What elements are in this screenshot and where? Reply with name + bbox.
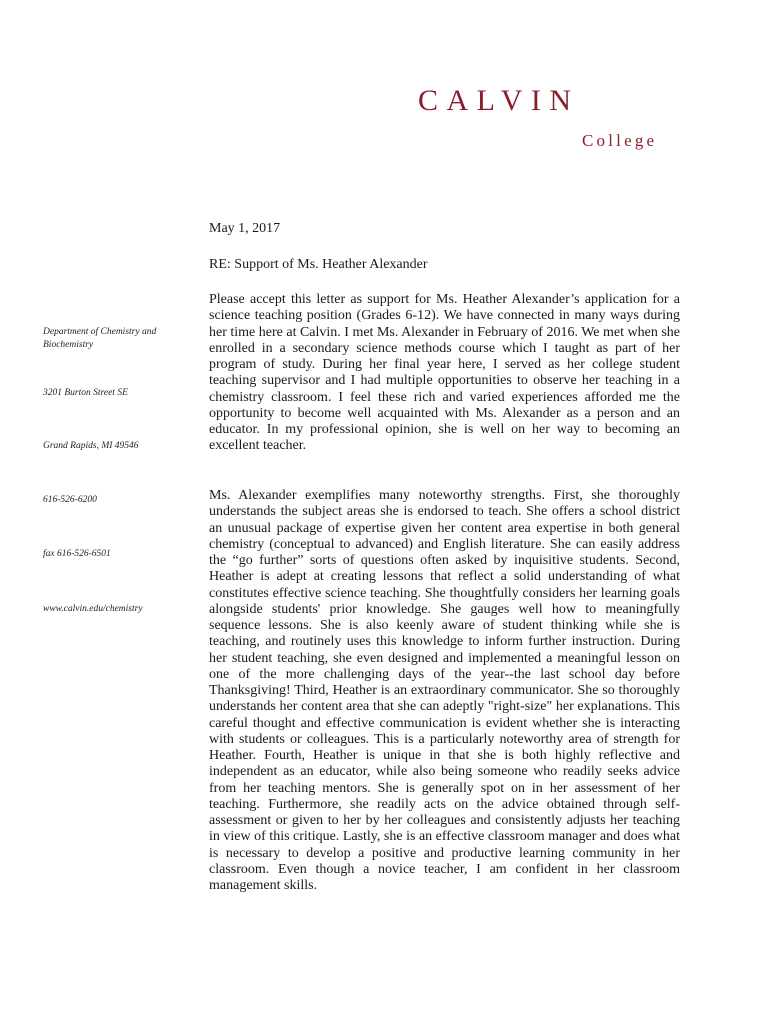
street-address: 3201 Burton Street SE [43,388,128,398]
website-link: www.calvin.edu/chemistry [43,604,143,614]
letter-subject: RE: Support of Ms. Heather Alexander [209,257,428,272]
logo-college: College [582,131,658,150]
letter-date: May 1, 2017 [209,221,281,236]
logo-calvin: CALVIN [418,84,580,117]
fax-number: fax 616-526-6501 [43,549,111,559]
city-address: Grand Rapids, MI 49546 [43,441,139,451]
letter-paragraph-2: Ms. Alexander exemplifies many noteworthy strengths. First, she thoroughly understands the subject areas she is endorsed to teach. She offers a school district an unusual package of expertise given her content area expertise in both general chemistry (conceptual to advanced) and English literature. She can easily address the “go further” sorts of questions often asked by inquisitive students. Second, Heather is adept at creating lessons that reflect a solid understanding of what constitutes effective science teaching. She thoughtfully considers her learning goals alongside students' prior knowledge. She gauges well how to meaningfully sequence lessons. She is also keenly aware of student thinking while she is teaching, and routinely uses this knowledge to inform further instruction. During her student teaching, she even designed and implemented a meaningful lesson on one of the more challenging days of the year--the last school day before Thanksgiving! Third, Heather is an extraordinary communicator. She so thoroughly understands her content area that she can adeptly "right-size" her explanations. This careful thought and effective communication is evident whether she is interacting with students or colleagues. This is a particularly noteworthy area of strength for Heather. Fourth, Heather is unique in that she is both highly reflective and independent as an educator, while also being someone who readily seeks advice from her teaching mentors. She is generally spot on in her assessment of her teaching. Furthermore, she readily acts on the advice obtained through self-assessment or given to her by her colleagues and consistently adjusts her teaching in view of this critique. Lastly, she is an effective classroom manager and does what is necessary to develop a positive and productive learning community in her classroom. Even though a novice teacher, I am confident in her classroom management skills. [209,488,680,893]
department-name: Department of Chemistry and Biochemistry [43,327,157,350]
letter-paragraph-1: Please accept this letter as support for Ms. Heather Alexander’s application for a science teaching position (Grades 6-12). We have connected in many ways during her time here at Calvin. I met Ms. Alexander in February of 2016. We met when she enrolled in a secondary science methods course which I taught as part of her program of study. During her final year here, I served as her college student teaching supervisor and I had multiple opportunities to observe her teaching in a chemistry classroom. I feel these rich and varied experiences afforded me the opportunity to become well acquainted with Ms. Alexander as a person and an educator. In my professional opinion, she is well on her way to becoming an excellent teacher. [209,292,680,454]
phone-number: 616-526-6200 [43,495,97,505]
